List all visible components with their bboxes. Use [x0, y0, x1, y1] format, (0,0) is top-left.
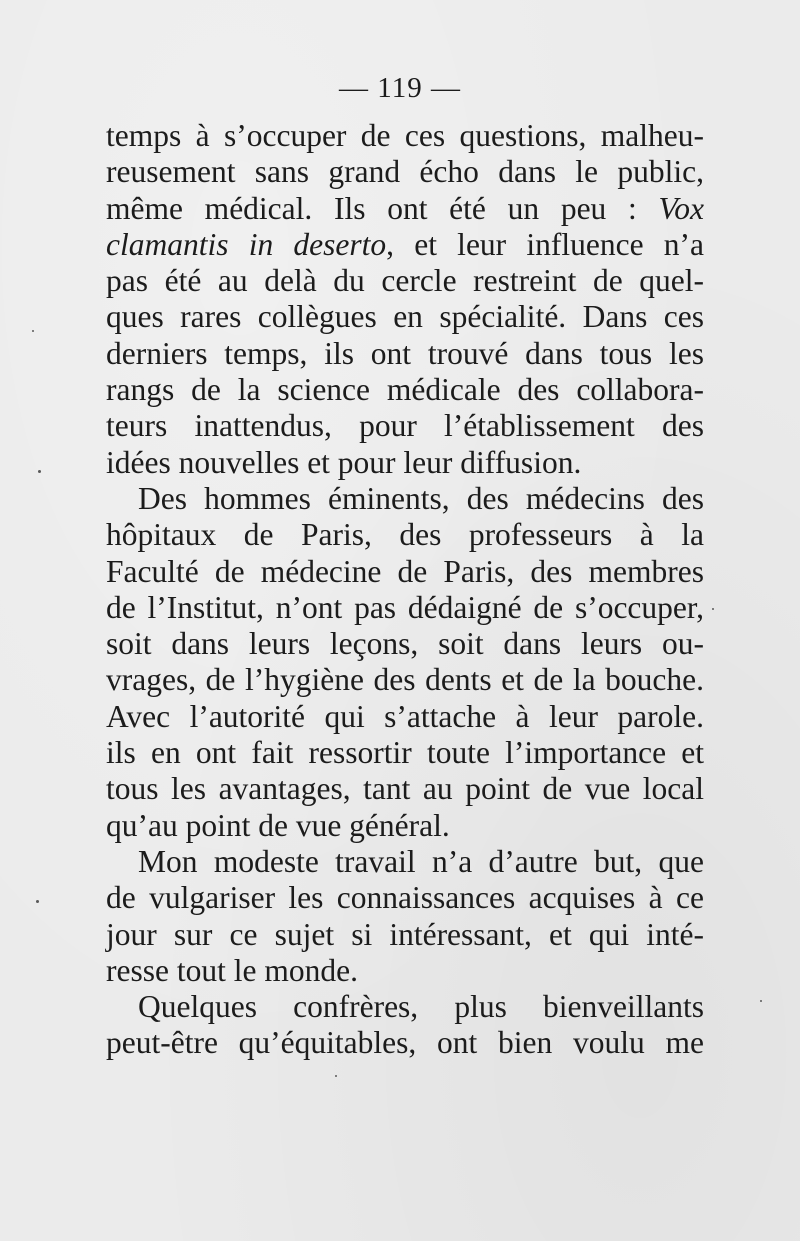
text-line: reusement sans grand écho dans le public,	[106, 154, 704, 190]
text-line: resse tout le monde.	[106, 952, 358, 988]
text-line: rangs de la science médicale des collabora-	[106, 372, 704, 408]
text-line: teurs inattendus, pour l’établissement des	[106, 408, 704, 444]
text-line: Quelques confrères, plus bienveillants	[138, 989, 704, 1025]
print-speck	[760, 1000, 762, 1002]
text-line: clamantis in deserto, et leur influence n’a	[106, 226, 704, 262]
print-speck	[38, 470, 41, 473]
text-line: même médical. Ils ont été un peu : Vox	[106, 190, 704, 226]
italic-phrase: Vox	[658, 190, 704, 226]
text-line: de l’Institut, n’ont pas dédaigné de s’occuper,	[106, 589, 704, 625]
text-line: ques rares collègues en spécialité. Dans ces	[106, 299, 704, 335]
text-line: qu’au point de vue général.	[106, 807, 450, 843]
print-speck	[32, 330, 34, 332]
paragraph-2	[106, 481, 704, 844]
print-speck	[36, 900, 39, 903]
text-line: idées nouvelles et pour leur diffusion.	[106, 444, 582, 480]
text-line: Avec l’autorité qui s’attache à leur parole.	[106, 698, 704, 734]
paragraph-1	[106, 118, 704, 481]
paragraph-4	[106, 989, 704, 1062]
paragraph-3	[106, 844, 704, 989]
text-line: pas été au delà du cercle restreint de quel-	[106, 263, 704, 299]
text-line: ils en ont fait ressortir toute l’importance et	[106, 735, 704, 771]
text-line: jour sur ce sujet si intéressant, et qui inté-	[106, 916, 704, 952]
text-line: tous les avantages, tant au point de vue local	[106, 771, 704, 807]
text-line: Mon modeste travail n’a d’autre but, que	[138, 843, 704, 879]
print-speck	[335, 1075, 337, 1077]
text-line: de vulgariser les connaissances acquises à ce	[106, 880, 704, 916]
text-line: soit dans leurs leçons, soit dans leurs ou-	[106, 626, 704, 662]
print-speck	[712, 608, 714, 610]
text-line: derniers temps, ils ont trouvé dans tous les	[106, 335, 704, 371]
text-line: temps à s’occuper de ces questions, malheu-	[106, 118, 704, 153]
text-line: vrages, de l’hygiène des dents et de la bouche.	[106, 662, 704, 698]
text-line: Des hommes éminents, des médecins des	[138, 480, 704, 516]
page-number: — 119 —	[339, 72, 461, 104]
text-line: Faculté de médecine de Paris, des membres	[106, 553, 704, 589]
text-line: hôpitaux de Paris, des professeurs à la	[106, 517, 704, 553]
italic-phrase: clamantis in deserto	[106, 226, 387, 262]
body-text	[106, 118, 704, 1062]
text-line: peut-être qu’équitables, ont bien voulu me	[106, 1025, 704, 1061]
